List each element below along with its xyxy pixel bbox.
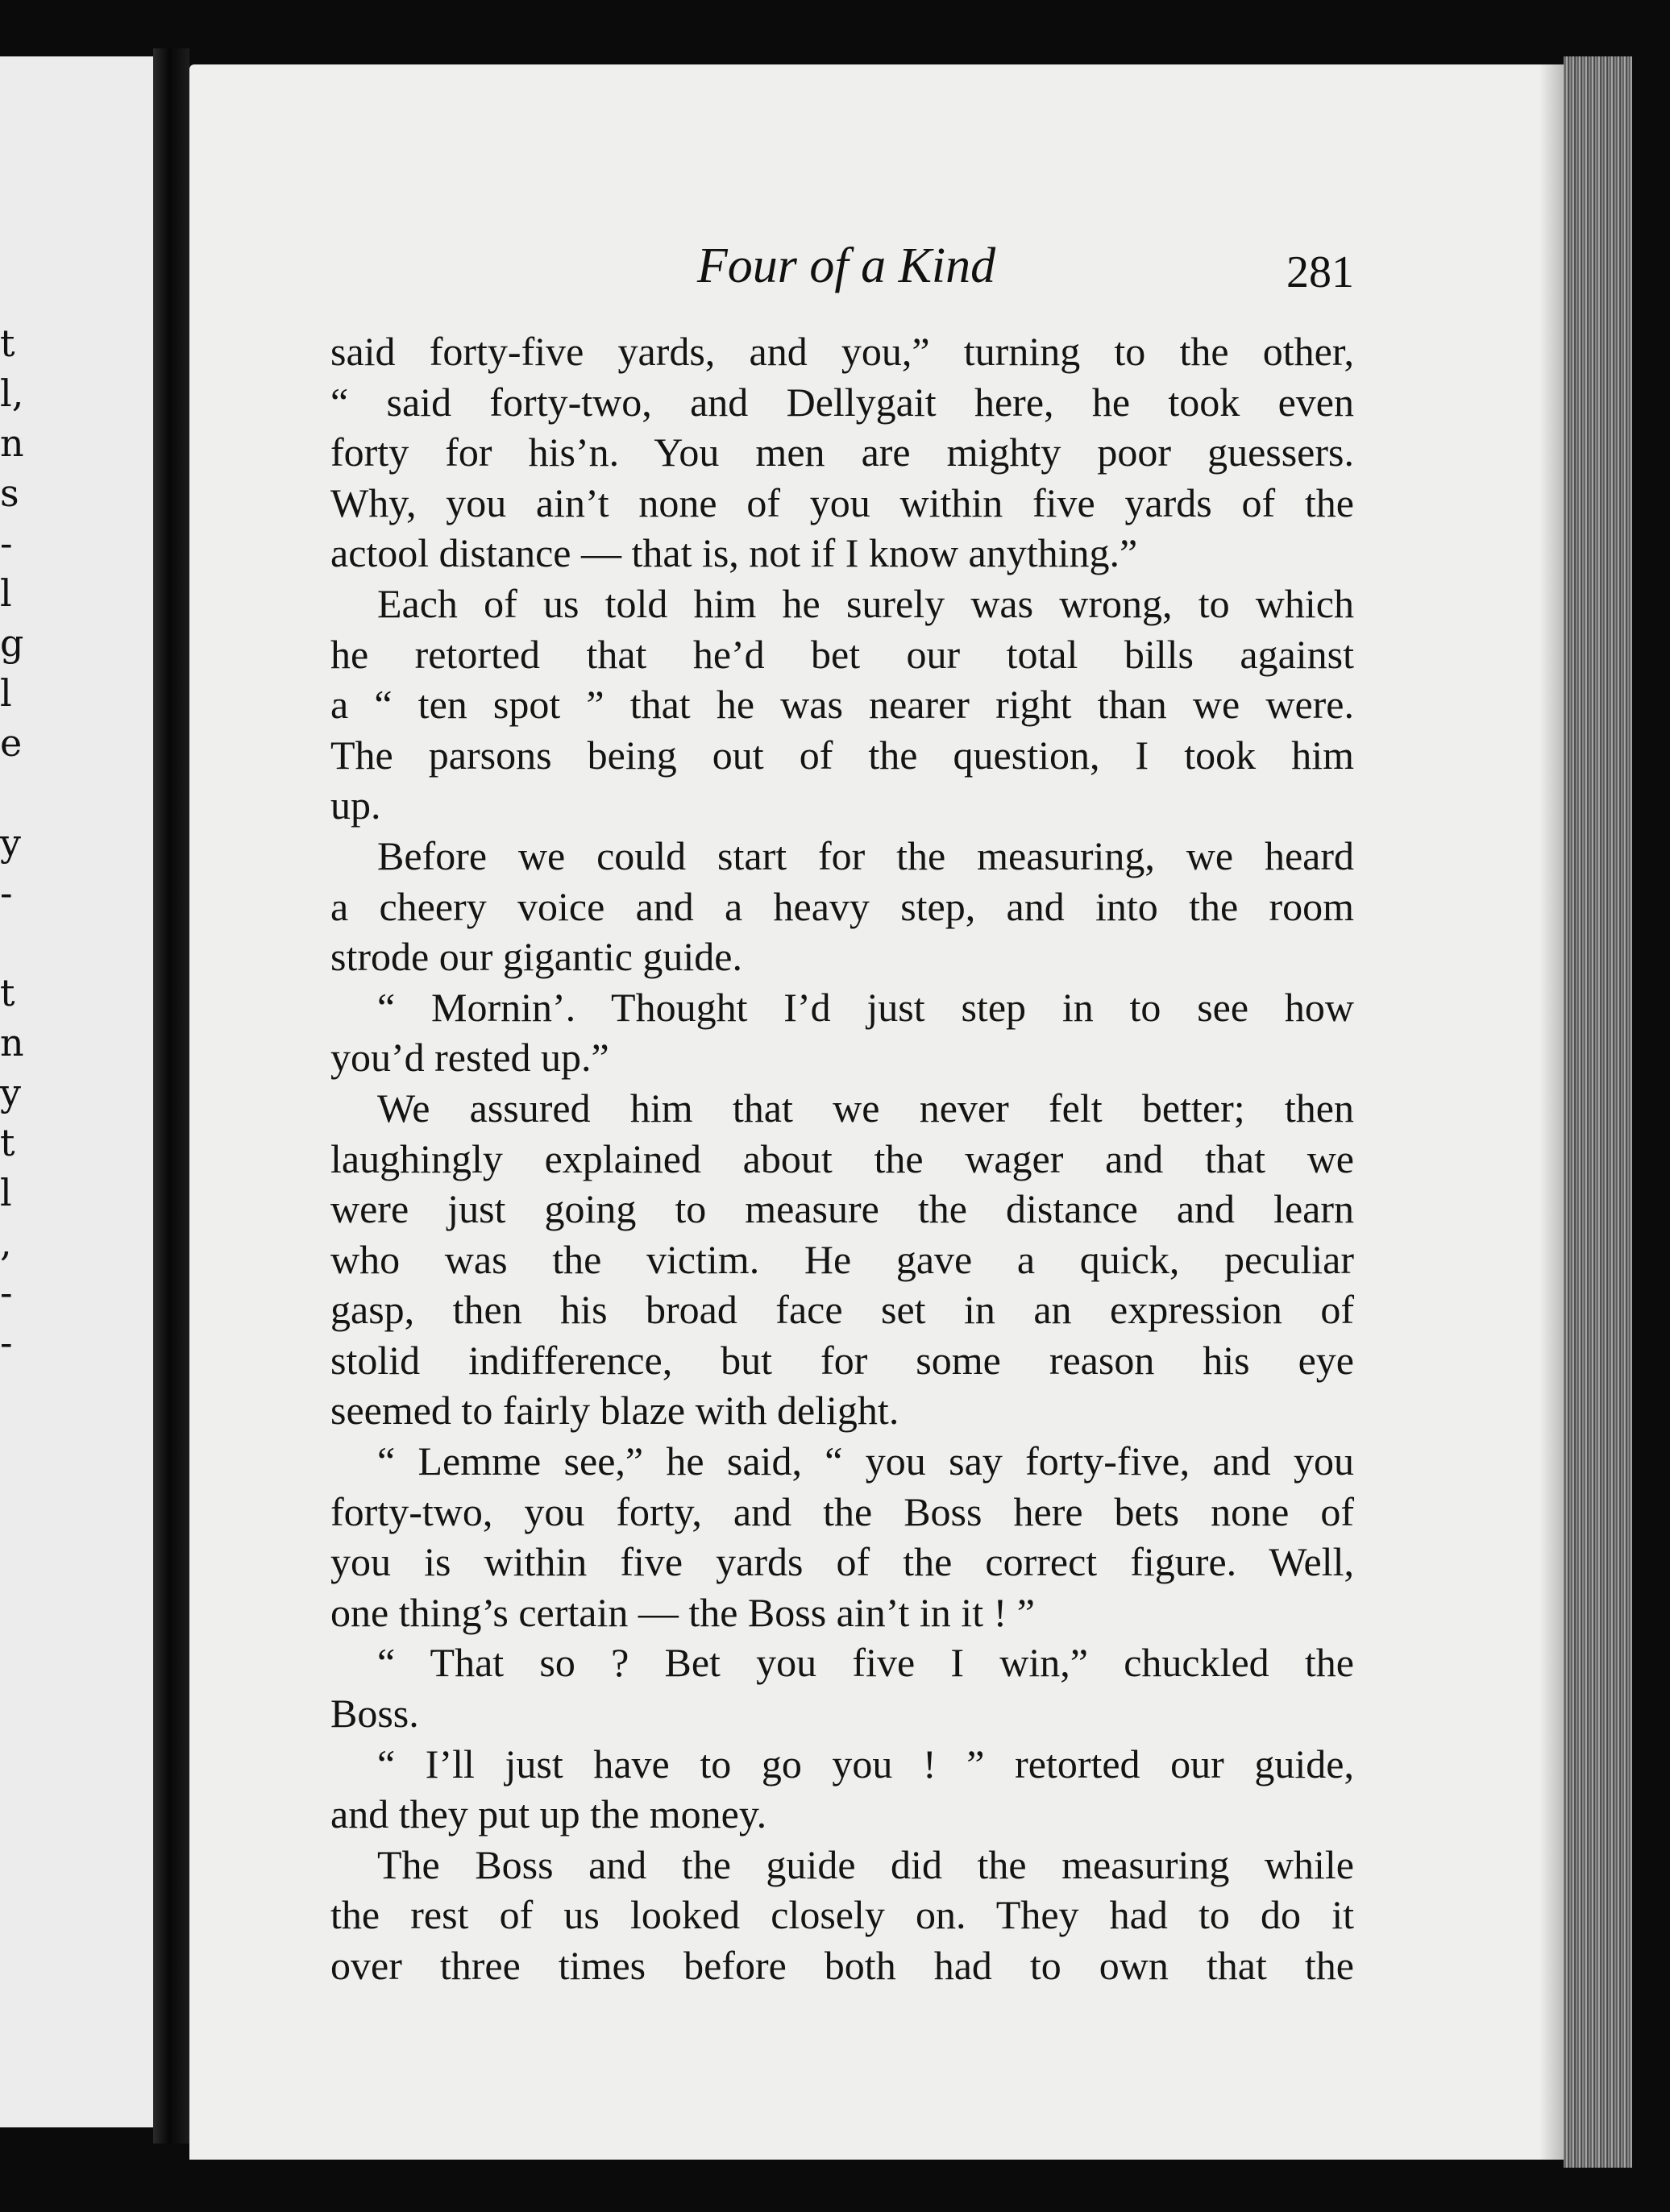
text-line: said forty-five yards, and you,” turning to the other,: [330, 329, 1354, 374]
text-line: he retorted that he’d bet our total bills against: [330, 631, 1354, 677]
text-line: “ said forty-two, and Dellygait here, he took even: [330, 379, 1354, 425]
page-number: 281: [1286, 247, 1354, 297]
text-line: and they put up the money.: [330, 1791, 767, 1837]
fragment-glyph: -: [0, 871, 13, 915]
fragment-glyph: s: [0, 471, 19, 515]
text-line: a cheery voice and a heavy step, and into the room: [330, 883, 1354, 929]
text-line: Why, you ain’t none of you within five yards of the: [330, 479, 1354, 525]
text-line: you is within five yards of the correct figure. Well,: [330, 1539, 1354, 1585]
text-line: stolid indifference, but for some reason his eye: [330, 1337, 1354, 1383]
text-line: strode our gigantic guide.: [330, 934, 742, 980]
text-line: you’d rested up.”: [330, 1035, 609, 1081]
fragment-glyph: t: [0, 971, 15, 1015]
text-line: over three times before both had to own that the: [330, 1943, 1354, 1988]
fragment-glyph: n: [0, 421, 24, 465]
text-line: The parsons being out of the question, I took him: [330, 732, 1354, 778]
text-line: the rest of us looked closely on. They had to do it: [330, 1892, 1354, 1938]
fragment-glyph: [0, 918, 24, 968]
text-line: “ Lemme see,” he said, “ you say forty-five, and you: [377, 1438, 1354, 1484]
fragment-glyph: n: [0, 1021, 24, 1064]
previous-page-edge: [0, 56, 153, 2127]
text-line: a “ ten spot ” that he was nearer right than we were.: [330, 682, 1354, 728]
fragment-glyph: l: [0, 671, 12, 715]
fragment-glyph: -: [0, 521, 13, 565]
text-line: The Boss and the guide did the measuring while: [377, 1841, 1354, 1887]
running-title: Four of a Kind: [696, 239, 996, 293]
fragment-glyph: y: [0, 1071, 21, 1114]
text-line: forty for his’n. You men are mighty poor guessers.: [330, 430, 1354, 475]
text-line: up.: [330, 782, 381, 828]
running-head: [322, 234, 1370, 306]
fragment-glyph: l,: [0, 371, 24, 415]
fragment-glyph: ,: [0, 1221, 12, 1264]
book-gutter: [153, 48, 189, 2144]
fragment-glyph: y: [0, 821, 21, 865]
body-text: [330, 326, 1354, 1991]
text-line: forty-two, you forty, and the Boss here bets none of: [330, 1488, 1354, 1534]
fragment-glyph: [0, 768, 24, 818]
text-line: seemed to fairly blaze with delight.: [330, 1388, 899, 1434]
fragment-glyph: -: [0, 1271, 13, 1314]
fragment-glyph: g: [0, 621, 24, 665]
fragment-glyph: e: [0, 721, 23, 765]
text-line: Boss.: [330, 1691, 419, 1737]
previous-page-fragments: [0, 318, 24, 1367]
fragment-glyph: l: [0, 1171, 12, 1214]
text-line: laughingly explained about the wager and that we: [330, 1135, 1354, 1181]
text-line: “ I’ll just have to go you ! ” retorted our guide,: [377, 1741, 1354, 1787]
text-line: who was the victim. He gave a quick, peculiar: [330, 1236, 1354, 1282]
text-line: We assured him that we never felt better; then: [377, 1085, 1354, 1131]
text-line: were just going to measure the distance and learn: [330, 1186, 1354, 1232]
text-line: Before we could start for the measuring, we heard: [377, 832, 1354, 878]
fragment-glyph: t: [0, 1121, 15, 1164]
text-line: “ That so ? Bet you five I win,” chuckled the: [377, 1640, 1354, 1686]
fragment-glyph: -: [0, 1321, 13, 1364]
text-line: Each of us told him he surely was wrong, to which: [377, 580, 1354, 626]
text-line: gasp, then his broad face set in an expression of: [330, 1287, 1354, 1333]
page-fore-edge: [1564, 56, 1632, 2168]
text-line: “ Mornin’. Thought I’d just step in to see how: [377, 984, 1354, 1030]
text-line: one thing’s certain — the Boss ain’t in it ! ”: [330, 1589, 1035, 1635]
fragment-glyph: t: [0, 322, 15, 365]
text-line: actool distance — that is, not if I know anything.”: [330, 530, 1138, 576]
fragment-glyph: l: [0, 571, 12, 615]
